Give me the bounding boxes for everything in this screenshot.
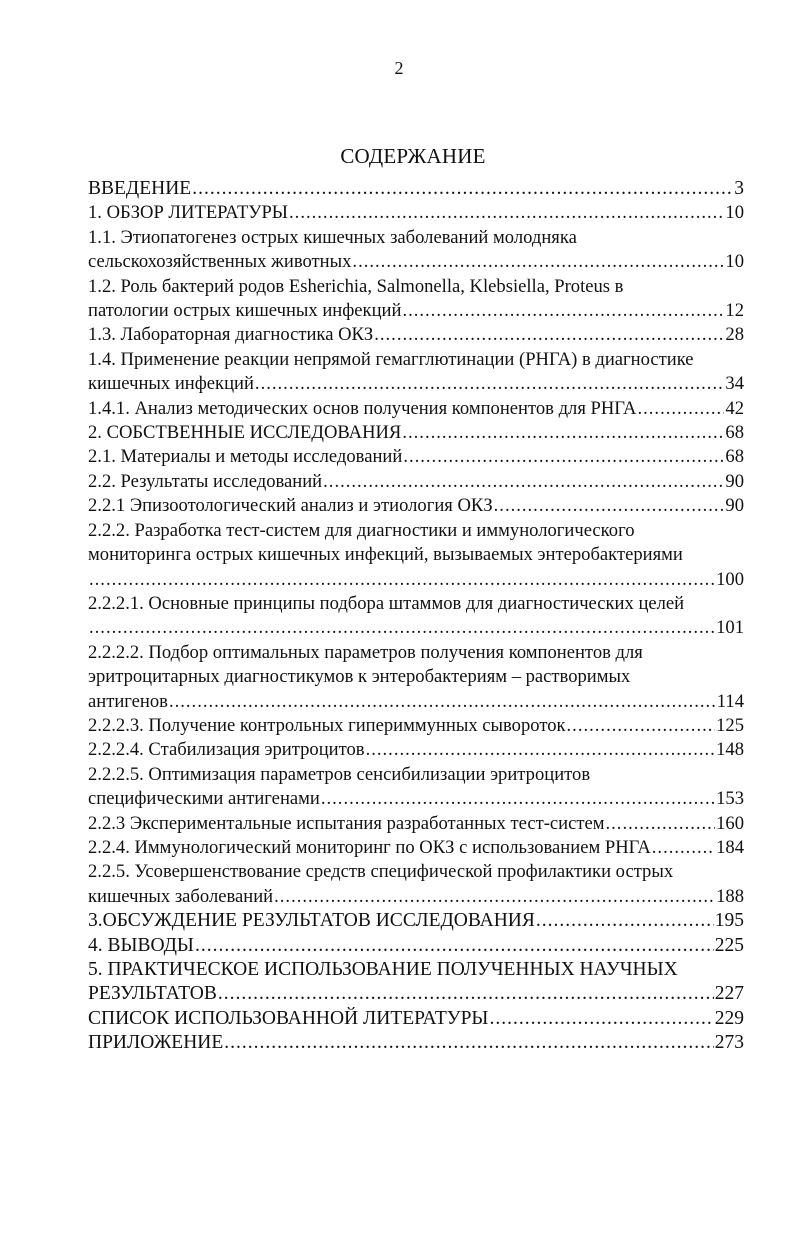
toc-entry-page-number: 10 <box>725 202 744 224</box>
toc-entry-leader-line <box>88 934 744 958</box>
toc-entry-page-number: 90 <box>725 495 744 517</box>
toc-entry-title: 2.2.3 Экспериментальные испытания разработанных тест-систем <box>88 812 605 834</box>
toc-entry-text-line: 1.4. Применение реакции непрямой гемагглютинации (РНГА) в диагностике <box>88 348 694 370</box>
toc-entry-page-number: 273 <box>714 1032 744 1054</box>
toc-entry-title: 2. СОБСТВЕННЫЕ ИССЛЕДОВАНИЯ <box>88 422 402 444</box>
toc-entry[interactable] <box>88 275 744 324</box>
dot-leader <box>89 568 715 592</box>
toc-entry-title: 2.1. Материалы и методы исследований <box>88 446 403 468</box>
toc-entry-title: 2.2.1 Эпизоотологический анализ и этиология ОКЗ <box>88 495 493 517</box>
page-title: СОДЕРЖАНИЕ <box>340 144 486 168</box>
dot-leader <box>402 421 724 445</box>
toc-entry-page-number: 12 <box>725 300 744 322</box>
toc-entry-title: специфическими антигенами <box>88 788 320 810</box>
toc-entry-leader-line <box>88 323 744 347</box>
toc-entry[interactable] <box>88 714 744 738</box>
dot-leader <box>637 397 724 421</box>
toc-entry-title: кишечных заболеваний <box>88 885 274 907</box>
toc-entry-text-line: мониторинга острых кишечных инфекций, вызываемых энтеробактериями <box>88 544 683 566</box>
toc-entry-title: ВВЕДЕНИЕ <box>88 178 192 199</box>
toc-entry-leader-line <box>88 909 744 933</box>
toc-entry-title: СПИСОК ИСПОЛЬЗОВАННОЙ ЛИТЕРАТУРЫ <box>88 1007 489 1029</box>
toc-entry-leader-line <box>88 421 744 445</box>
toc-entry-text-line: 2.2.2.1. Основные принципы подбора штаммов для диагностических целей <box>88 592 685 614</box>
toc-entry-page-number: 68 <box>725 422 744 444</box>
toc-entry-leader-line <box>88 201 744 225</box>
toc-entry-text-line: 2.2.5. Усовершенствование средств специфической профилактики острых <box>88 861 674 883</box>
dot-leader <box>274 885 715 909</box>
toc-entry-title: 3.ОБСУЖДЕНИЕ РЕЗУЛЬТАТОВ ИССЛЕДОВАНИЯ <box>88 910 535 932</box>
page-number: 2 <box>394 58 404 78</box>
toc-entry-title: 2.2.4. Иммунологический мониторинг по ОКЗ с использованием РНГА <box>88 836 651 858</box>
toc-entry-title: 2.2.2.4. Стабилизация эритроцитов <box>88 739 365 761</box>
toc-entry[interactable] <box>88 641 744 714</box>
toc-entry-leader-line <box>88 494 744 518</box>
dot-leader <box>169 690 716 714</box>
dot-leader <box>489 1007 713 1031</box>
toc-entry[interactable] <box>88 470 744 494</box>
toc-entry-leader-line <box>88 299 744 323</box>
dot-leader <box>366 738 716 762</box>
toc-entry[interactable] <box>88 763 744 812</box>
toc-entry-leader-line <box>88 1031 744 1055</box>
toc-entry-page-number: 68 <box>725 446 744 468</box>
toc-entry[interactable] <box>88 421 744 445</box>
toc-entry-leader-line <box>88 397 744 421</box>
toc-entry-text-line: 2.2.2.5. Оптимизация параметров сенсибилизации эритроцитов <box>88 763 591 785</box>
toc-entry-page-number: 125 <box>716 714 744 736</box>
toc-entry[interactable] <box>88 1007 744 1031</box>
toc-entry-page-number: 160 <box>716 812 744 834</box>
toc-entry-page-number: 34 <box>725 373 744 395</box>
toc-entry-page-number: 90 <box>725 470 744 492</box>
dot-leader <box>402 299 724 323</box>
toc-entry-leader-line <box>88 470 744 494</box>
toc-entry-title: 2.2. Результаты исследований <box>88 470 323 492</box>
toc-entry[interactable] <box>88 519 744 592</box>
toc-entry[interactable] <box>88 738 744 762</box>
toc-entry[interactable] <box>88 958 744 1007</box>
toc-entry[interactable] <box>88 592 744 641</box>
toc-entry-page-number: 42 <box>725 397 744 419</box>
toc-entry-leader-line <box>88 445 744 469</box>
toc-entry-text-line: 2.2.2. Разработка тест-систем для диагностики и иммунологического <box>88 519 635 541</box>
toc-entry-page-number: 195 <box>714 910 744 932</box>
dot-leader <box>403 445 724 469</box>
toc-entry-leader-line <box>88 1007 744 1031</box>
toc-entry-text-line: 1.2. Роль бактерий родов Esherichia, Salmonella, Klebsiella, Proteus в <box>88 275 624 297</box>
toc-entry-page-number: 114 <box>716 690 744 712</box>
toc-entry-text-line: 1.1. Этиопатогенез острых кишечных заболеваний молодняка <box>88 226 577 248</box>
toc-entry-page-number: 229 <box>714 1007 744 1029</box>
toc-entry[interactable] <box>88 494 744 518</box>
toc-entry-title: 1. ОБЗОР ЛИТЕРАТУРЫ <box>88 202 289 224</box>
toc-entry[interactable] <box>88 445 744 469</box>
toc-entry-leader-line <box>88 738 744 762</box>
dot-leader <box>195 934 714 958</box>
toc-entry[interactable] <box>88 909 744 933</box>
dot-leader <box>567 714 716 738</box>
dot-leader <box>352 250 724 274</box>
toc-entry-title: кишечных инфекций <box>88 373 254 395</box>
toc-entry-title: 4. ВЫВОДЫ <box>88 934 194 956</box>
toc-entry-title: сельскохозяйственных животных <box>88 251 352 273</box>
toc-entry-page-number: 153 <box>716 788 744 810</box>
toc-entry[interactable] <box>88 323 744 347</box>
dot-leader <box>321 787 715 811</box>
toc-entry[interactable] <box>88 226 744 275</box>
toc-entry-page-number: 227 <box>714 983 744 1005</box>
toc-entry-leader-line <box>88 372 744 396</box>
toc-entry-page-number: 3 <box>734 178 744 199</box>
toc-entry-title: 1.3. Лабораторная диагностика ОКЗ <box>88 324 374 346</box>
toc-entry[interactable] <box>88 397 744 421</box>
toc-entry[interactable] <box>88 812 744 836</box>
toc-entry-leader-line <box>88 616 744 640</box>
toc-entry-title: антигенов <box>88 690 168 712</box>
toc-entry-leader-line <box>88 787 744 811</box>
toc-entry-page-number: 225 <box>714 934 744 956</box>
toc-entry-leader-line <box>88 885 744 909</box>
toc-entry-title: ПРИЛОЖЕНИЕ <box>88 1032 224 1054</box>
dot-leader <box>606 812 716 836</box>
toc-entry-page-number: 28 <box>725 324 744 346</box>
toc-entry[interactable] <box>88 201 744 225</box>
toc-entry-title: патологии острых кишечных инфекций <box>88 300 402 322</box>
toc-entry-text-line: эритроцитарных диагностикумов к энтеробактериям – растворимых <box>88 666 631 688</box>
dot-leader <box>374 323 724 347</box>
toc-entry-page-number: 101 <box>716 617 744 639</box>
toc-entry-leader-line <box>88 690 744 714</box>
dot-leader <box>652 836 715 860</box>
toc-entry-leader-line <box>88 812 744 836</box>
toc-entry-title: РЕЗУЛЬТАТОВ <box>88 983 217 1005</box>
toc-entry[interactable] <box>88 348 744 397</box>
dot-leader <box>323 470 724 494</box>
toc-entry-page-number: 10 <box>725 251 744 273</box>
dot-leader <box>218 982 714 1006</box>
toc-entry[interactable] <box>88 860 744 909</box>
toc-entry-leader-line <box>88 177 744 201</box>
dot-leader <box>224 1031 713 1055</box>
toc-entry[interactable] <box>88 934 744 958</box>
toc-entry-page-number: 148 <box>716 739 744 761</box>
toc-entry-title: 1.4.1. Анализ методических основ получения компонентов для РНГА <box>88 397 637 419</box>
table-of-contents <box>88 177 744 1056</box>
dot-leader <box>536 909 714 933</box>
toc-entry-page-number: 184 <box>716 836 744 858</box>
toc-entry-page-number: 100 <box>716 568 744 590</box>
toc-entry-leader-line <box>88 836 744 860</box>
toc-entry[interactable] <box>88 177 744 201</box>
toc-entry[interactable] <box>88 1031 744 1055</box>
dot-leader <box>89 616 715 640</box>
toc-entry-leader-line <box>88 250 744 274</box>
toc-entry-text-line: 5. ПРАКТИЧЕСКОЕ ИСПОЛЬЗОВАНИЕ ПОЛУЧЕННЫХ НАУЧНЫХ <box>88 959 678 980</box>
dot-leader <box>494 494 725 518</box>
toc-entry-text-line: 2.2.2.2. Подбор оптимальных параметров получения компонентов для <box>88 641 643 663</box>
toc-entry-leader-line <box>88 568 744 592</box>
toc-entry[interactable] <box>88 836 744 860</box>
dot-leader <box>289 201 724 225</box>
toc-entry-leader-line <box>88 714 744 738</box>
dot-leader <box>255 372 724 396</box>
dot-leader <box>192 177 733 201</box>
toc-entry-page-number: 188 <box>716 885 744 907</box>
toc-entry-title: 2.2.2.3. Получение контрольных гипериммунных сывороток <box>88 714 566 736</box>
toc-entry-leader-line <box>88 982 744 1006</box>
